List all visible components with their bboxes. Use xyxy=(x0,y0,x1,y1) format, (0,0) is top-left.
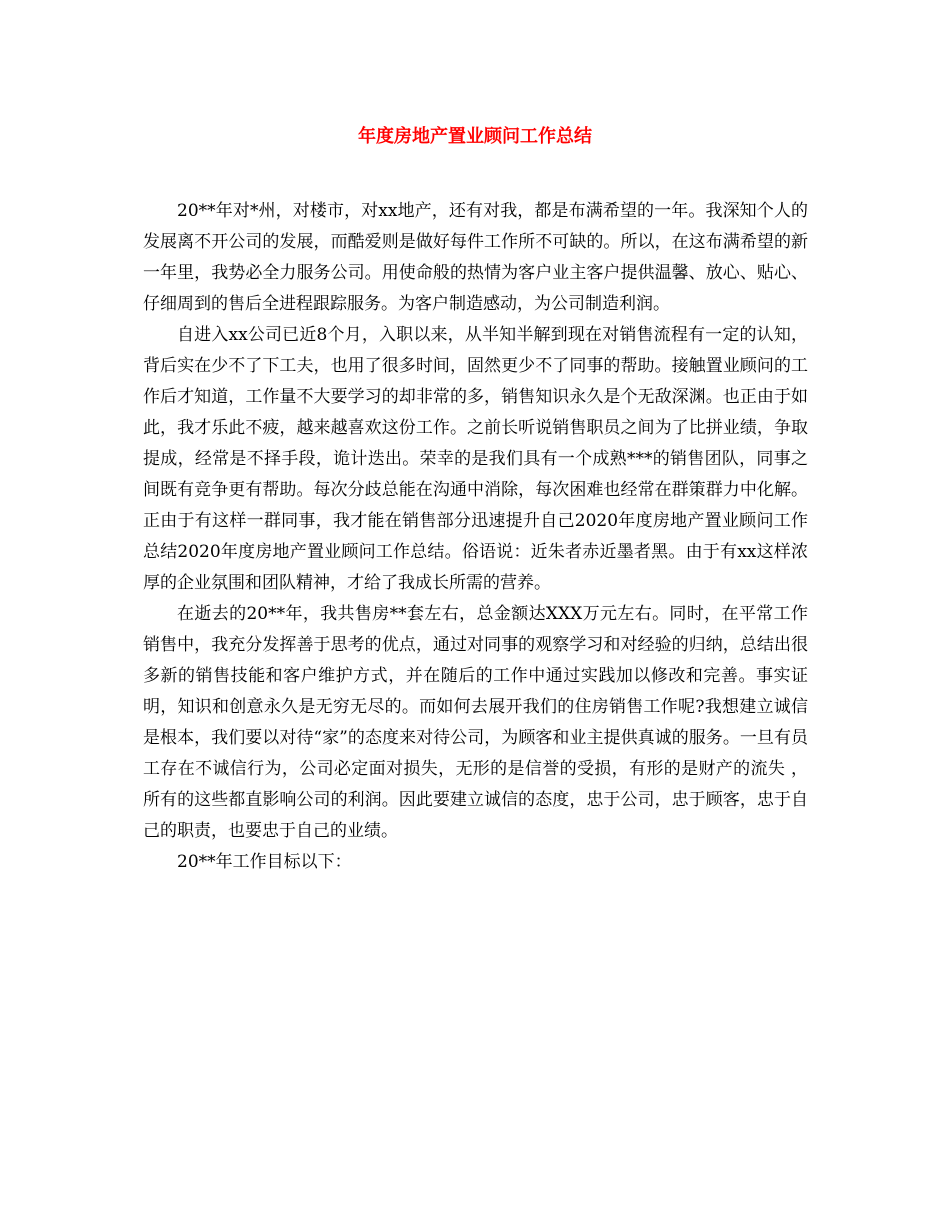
document-title: 年度房地产置业顾问工作总结 xyxy=(358,126,592,147)
paragraph-intro: 20**年对*州，对楼市，对xx地产，还有对我，都是布满希望的一年。我深知个人的发展离不开公司的发展，而酷爱则是做好每件工作所不可缺的。所以，在这布满希望的新一年里，我势必全力服务公司。用使命般的热情为客户业主客户提供温馨、放心、贴心、仔细周到的售后全进程跟踪服务。为客户制造感动，为公司制造利润。 xyxy=(143,201,808,314)
paragraph-experience: 自进入xx公司已近8个月，入职以来，从半知半解到现在对销售流程有一定的认知，背后实在少不了下工夫，也用了很多时间，固然更少不了同事的帮助。接触置业顾问的工作后才知道，工作量不大要学习的却非常的多，销售知识永久是个无敌深渊。也正由于如此，我才乐此不疲，越来越喜欢这份工作。之前长听说销售职员之间为了比拼业绩，争取提成，经常是不择手段，诡计迭出。荣幸的是我们具有一个成熟***的销售团队，同事之间既有竞争更有帮助。每次分歧总能在沟通中消除，每次困难也经常在群策群力中化解。正由于有这样一群同事，我才能在销售部分迅速提升自己2020年度房地产置业顾问工作总结2020年度房地产置业顾问工作总结。俗语说：近朱者赤近墨者黑。由于有xx这样浓厚的企业氛围和团队精神，才给了我成长所需的营养。 xyxy=(143,325,808,593)
document-body xyxy=(143,196,808,878)
paragraph-achievements: 在逝去的20**年，我共售房**套左右，总金额达XXX万元左右。同时，在平常工作销售中，我充分发挥善于思考的优点，通过对同事的观察学习和对经验的归纳，总结出很多新的销售技能和客户维护方式，并在随后的工作中通过实践加以修改和完善。事实证明，知识和创意永久是无穷无尽的。而如何去展开我们的住房销售工作呢?我想建立诚信是根本，我们要以对待“家”的态度来对待公司，为顾客和业主提供真诚的服务。一旦有员工存在不诚信行为，公司必定面对损失，无形的是信誉的受损，有形的是财产的流失 ， 所有的这些都直影响公司的利润。因此要建立诚信的态度，忠于公司，忠于顾客，忠于自己的职责，也要忠于自己的业绩。 xyxy=(143,604,808,841)
paragraph-goals-heading: 20**年工作目标以下： xyxy=(177,852,352,872)
